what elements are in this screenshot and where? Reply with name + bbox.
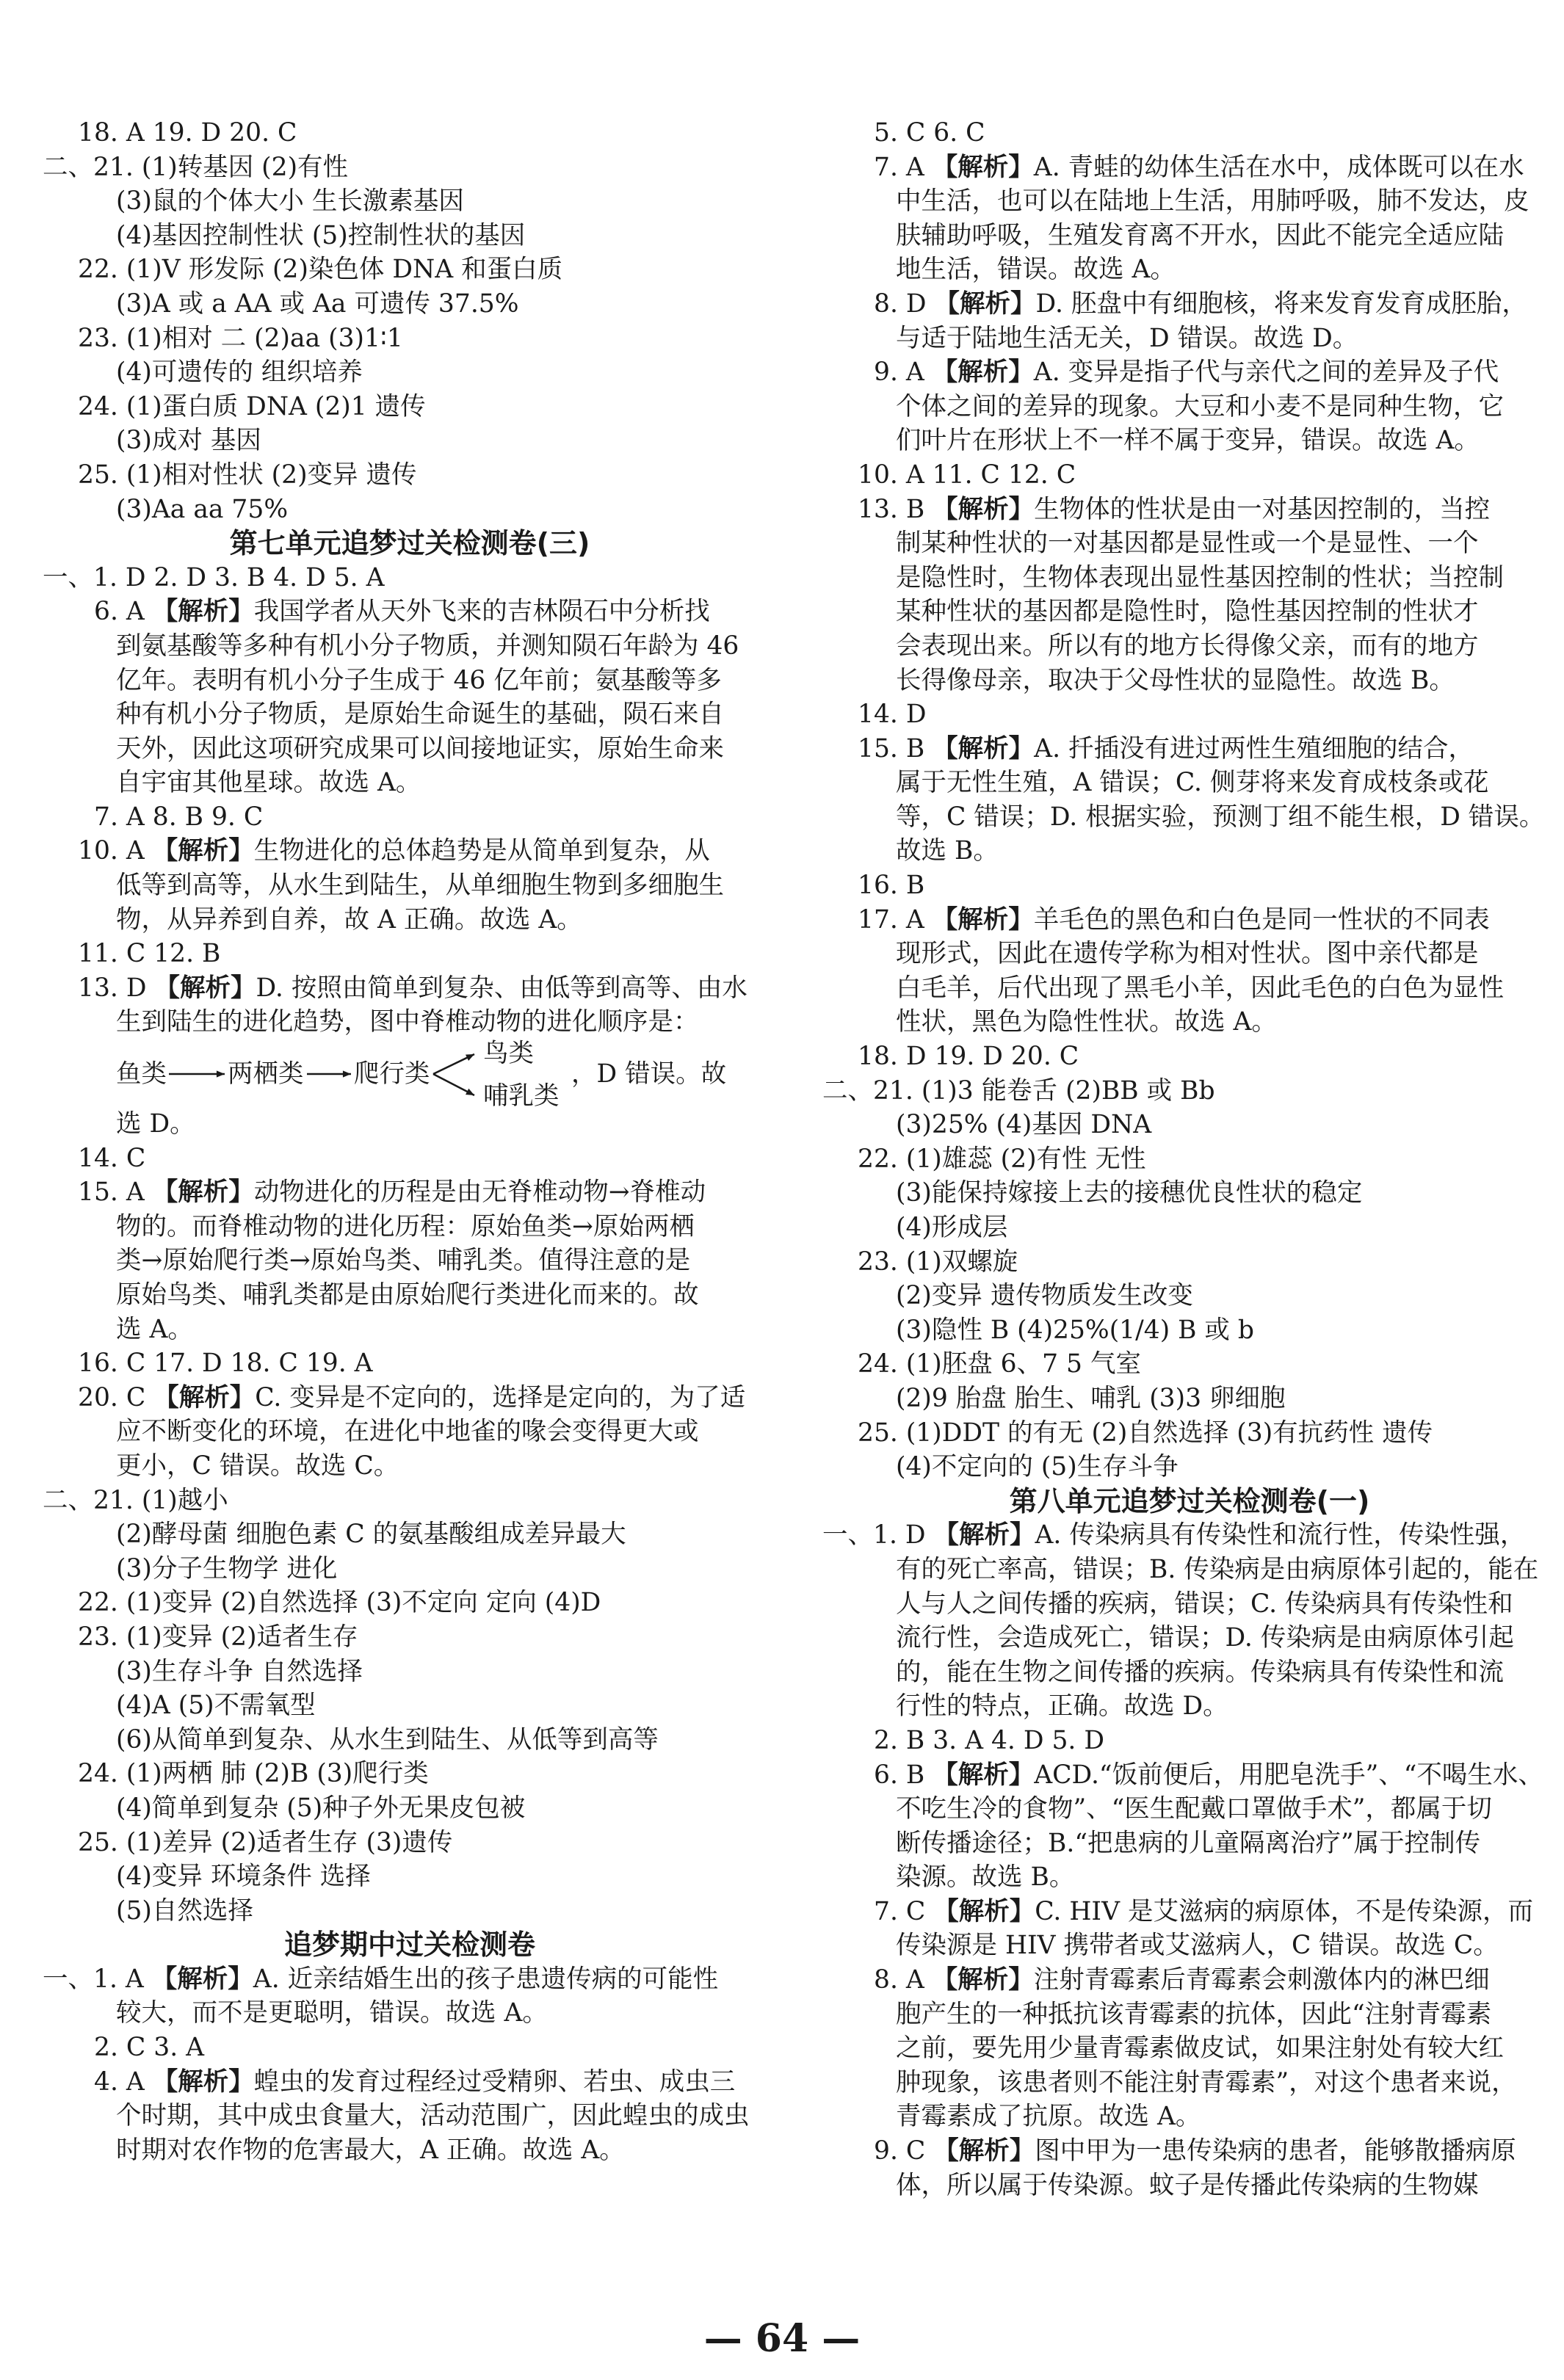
answer-line: 个体之间的差异的现象。大豆和小麦不是同种生物，它: [896, 391, 1504, 421]
analysis-line: [43, 2065, 777, 2100]
node-bird: 鸟类: [483, 1039, 534, 1069]
node-mammal: 哺乳类: [483, 1081, 560, 1111]
question-number: 4. A: [94, 2067, 145, 2097]
answer-line: (3)能保持嫁接上去的接穗优良性状的稳定: [896, 1178, 1363, 1208]
answer-line: (3)A 或 a AA 或 Aa 可遗传 37.5%: [116, 289, 519, 319]
analysis-line: [822, 1518, 1557, 1553]
answer-line: (2)9 胎盘 胎生、哺乳 (3)3 卵细胞: [896, 1383, 1286, 1413]
analysis-text: 生物进化的总体趋势是从简单到复杂，从: [253, 836, 710, 866]
answer-line: 16. B: [858, 871, 925, 901]
answer-line: 时期对农作物的危害最大，A 正确。故选 A。: [116, 2135, 625, 2165]
analysis-tag: 【解析】: [151, 1964, 253, 1994]
analysis-line: [822, 2134, 1557, 2169]
answer-line: 会表现出来。所以有的地方长得像父亲，而有的地方: [896, 631, 1479, 661]
question-number: 20. C: [78, 1382, 146, 1412]
answer-line: 行性的特点，正确。故选 D。: [896, 1691, 1228, 1721]
answer-line: 青霉素成了抗原。故选 A。: [896, 2102, 1201, 2132]
analysis-line: [43, 834, 777, 868]
answer-line: 选 A。: [116, 1314, 193, 1344]
node-reptile: 爬行类: [354, 1059, 430, 1089]
right-column: [822, 116, 1557, 2202]
answer-line: (3)25% (4)基因 DNA: [896, 1110, 1152, 1140]
answer-line: (4)变异 环境条件 选择: [116, 1862, 371, 1892]
analysis-text: A. 近亲结婚生出的孩子患遗传病的可能性: [253, 1964, 719, 1994]
answer-line: (4)基因控制性状 (5)控制性状的基因: [116, 220, 526, 250]
answer-line: 个时期，其中成虫食量大，活动范围广，因此蝗虫的成虫: [116, 2101, 750, 2131]
answer-line: 性状，黑色为隐性性状。故选 A。: [896, 1007, 1277, 1037]
analysis-tag: 【解析】: [932, 1965, 1034, 1995]
answer-line: 现形式，因此在遗传学称为相对性状。图中亲代都是: [896, 939, 1479, 969]
analysis-line: [43, 971, 777, 1006]
answer-line: 一、1. D 2. D 3. B 4. D 5. A: [43, 562, 385, 592]
analysis-line: [822, 493, 1557, 527]
analysis-text: C. HIV 是艾滋病的病原体，不是传染源，而: [1035, 1896, 1533, 1926]
analysis-tag: 【解析】: [933, 1760, 1035, 1790]
analysis-line: [822, 1895, 1557, 1929]
answer-line: 22. (1)雄蕊 (2)有性 无性: [858, 1144, 1146, 1174]
analysis-line: [43, 1381, 777, 1415]
answer-line: 18. A 19. D 20. C: [78, 118, 297, 148]
arrow-amphibian-reptile-head: [343, 1070, 351, 1077]
analysis-line: [822, 150, 1557, 185]
analysis-tag: 【解析】: [933, 2136, 1035, 2166]
answer-line: 染源。故选 B。: [896, 1862, 1075, 1893]
answer-line: 种有机小分子物质，是原始生命诞生的基础，陨石来自: [116, 700, 724, 730]
analysis-text: D. 胚盘中有细胞核，将来发育发育成胚胎，: [1035, 289, 1527, 319]
analysis-tag: 【解析】: [934, 289, 1036, 319]
section-title: 追梦期中过关检测卷: [283, 1929, 535, 1962]
analysis-line: [822, 287, 1557, 322]
answer-line: 16. C 17. D 18. C 19. A: [78, 1349, 373, 1379]
answer-line: 自宇宙其他星球。故选 A。: [116, 768, 421, 798]
analysis-text: 羊毛色的黑色和白色是同一性状的不同表: [1033, 904, 1490, 935]
analysis-tag: 【解析】: [933, 494, 1035, 524]
answer-line: 肤辅助呼吸，生殖发育离不开水，因此不能完全适应陆: [896, 220, 1504, 250]
analysis-text: A. 传染病具有传染性和流行性，传染性强，: [1035, 1520, 1526, 1550]
answer-line: 类→原始爬行类→原始鸟类、哺乳类。值得注意的是: [116, 1246, 691, 1276]
answer-line: 24. (1)胚盘 6、7 5 气室: [858, 1349, 1141, 1379]
question-number: 一、1. D: [822, 1520, 926, 1550]
answer-line: (3)成对 基因: [116, 426, 261, 456]
answer-line: 是隐性时，生物体表现出显性基因控制的性状；当控制: [896, 562, 1504, 592]
answer-line: 地生活，错误。故选 A。: [896, 255, 1176, 285]
question-number: 9. C: [874, 2136, 926, 2166]
analysis-text: 图中甲为一患传染病的患者，能够散播病原: [1035, 2136, 1516, 2166]
answer-line: (3)Aa aa 75%: [116, 494, 289, 524]
answer-line: 断传播途径；B.“把患病的儿童隔离治疗”属于控制传: [896, 1828, 1481, 1858]
answer-line: (4)简单到复杂 (5)种子外无果皮包被: [116, 1793, 526, 1823]
analysis-text: A. 变异是指子代与亲代之间的差异及子代: [1033, 358, 1499, 388]
analysis-text: ACD.“饭前便后，用肥皂洗手”、“不喝生水、: [1034, 1760, 1543, 1790]
answer-line: 不吃生冷的食物”、“医生配戴口罩做手术”，都属于切: [896, 1794, 1492, 1824]
analysis-line: [43, 1175, 777, 1210]
answer-line: 14. C: [78, 1143, 146, 1173]
answer-line: 较大，而不是更聪明，错误。故选 A。: [116, 1998, 548, 2028]
question-number: 15. B: [858, 733, 925, 763]
answer-line: 10. A 11. C 12. C: [858, 460, 1076, 490]
question-number: 7. A: [874, 152, 924, 182]
answer-line: (4)可遗传的 组织培养: [116, 358, 363, 388]
arrow-fish-amphibian-head: [217, 1070, 225, 1077]
diagram-tail-text: ，D 错误。故: [571, 1059, 727, 1089]
analysis-text: A. 青蛙的幼体生活在水中，成体既可以在水: [1033, 152, 1524, 182]
answer-line: 的，能在生物之间传播的疾病。传染病具有传染性和流: [896, 1657, 1504, 1687]
question-number: 13. D: [78, 973, 147, 1003]
answer-line: 中生活，也可以在陆地上生活，用肺呼吸，肺不发达，皮: [896, 186, 1529, 217]
question-number: 13. B: [858, 494, 925, 524]
answer-line: 天外，因此这项研究成果可以间接地证实，原始生命来: [116, 733, 724, 763]
answer-line: 属于无性生殖，A 错误；C. 侧芽将来发育成枝条或花: [896, 768, 1489, 798]
question-number: 8. D: [874, 289, 927, 319]
analysis-text: 注射青霉素后青霉素会刺激体内的淋巴细: [1033, 1965, 1490, 1995]
answer-line: 等，C 错误；D. 根据实验，预测丁组不能生根，D 错误。: [896, 802, 1545, 832]
answer-line: (2)变异 遗传物质发生改变: [896, 1281, 1193, 1311]
node-fish: 鱼类: [116, 1059, 167, 1089]
section-title: 第七单元追梦过关检测卷(三): [229, 527, 590, 560]
answer-line: 人与人之间传播的疾病，错误；C. 传染病具有传染性和: [896, 1589, 1513, 1619]
analysis-text: 生物体的性状是由一对基因控制的，当控: [1034, 494, 1491, 524]
answer-line: 到氨基酸等多种有机小分子物质，并测知陨石年龄为 46: [116, 631, 739, 661]
question-number: 17. A: [858, 904, 924, 935]
answer-line: (5)自然选择: [116, 1895, 253, 1926]
analysis-text: 蝗虫的发育过程经过受精卵、若虫、成虫三: [253, 2067, 736, 2097]
analysis-line: [822, 1963, 1557, 1998]
answer-line: 物，从异养到自养，故 A 正确。故选 A。: [116, 904, 582, 935]
answer-line: 之前，要先用少量青霉素做皮试，如果注射处有较大红: [896, 2033, 1504, 2064]
answer-line: 更小，C 错误。故选 C。: [116, 1451, 399, 1481]
answer-line: 传染源是 HIV 携带者或艾滋病人，C 错误。故选 C。: [896, 1931, 1499, 1961]
answer-line: (3)生存斗争 自然选择: [116, 1656, 363, 1686]
answer-line: (3)隐性 B (4)25%(1/4) B 或 b: [896, 1315, 1254, 1345]
node-amphibian: 两栖类: [228, 1059, 304, 1089]
answer-line: 2. C 3. A: [94, 2033, 205, 2063]
answer-line: 22. (1)V 形发际 (2)染色体 DNA 和蛋白质: [78, 255, 563, 285]
analysis-tag: 【解析】: [152, 597, 254, 627]
answer-line: 物的。而脊椎动物的进化历程：原始鱼类→原始两栖: [116, 1211, 695, 1241]
analysis-tag: 【解析】: [152, 836, 254, 866]
answer-line: (4)形成层: [896, 1213, 1008, 1242]
answer-line: 二、21. (1)转基因 (2)有性: [43, 152, 349, 182]
answer-line: 18. D 19. D 20. C: [858, 1042, 1079, 1072]
page-number: — 64 —: [703, 2316, 861, 2361]
analysis-tag: 【解析】: [152, 1178, 254, 1208]
answer-line: 23. (1)变异 (2)适者生存: [78, 1622, 358, 1652]
answer-line: 二、21. (1)3 能卷舌 (2)BB 或 Bb: [822, 1075, 1215, 1106]
question-number: 6. B: [874, 1760, 925, 1790]
question-number: 15. A: [78, 1178, 145, 1208]
answer-line: 胞产生的一种抵抗该青霉素的抗体，因此“注射青霉素: [896, 1999, 1492, 2029]
analysis-line: [822, 1758, 1557, 1793]
answer-line: 25. (1)DDT 的有无 (2)自然选择 (3)有抗药性 遗传: [858, 1418, 1433, 1448]
answer-line: 23. (1)相对 二 (2)aa (3)1∶1: [78, 323, 403, 353]
analysis-tag: 【解析】: [154, 973, 256, 1003]
analysis-text: A. 扦插没有进过两性生殖细胞的结合，: [1034, 733, 1474, 763]
question-number: 10. A: [78, 836, 145, 866]
answer-line: 制某种性状的一对基因都是显性或一个是显性、一个: [896, 529, 1479, 559]
answer-line: (4)不定向的 (5)生存斗争: [896, 1452, 1179, 1482]
analysis-tag: 【解析】: [153, 1382, 256, 1412]
analysis-line: [43, 1962, 777, 1997]
left-column: [43, 116, 777, 2167]
answer-line: 5. C 6. C: [874, 118, 985, 148]
answer-line: 有的死亡率高，错误；B. 传染病是由病原体引起的，能在: [896, 1554, 1539, 1584]
analysis-tag: 【解析】: [152, 2067, 254, 2097]
answer-line: 23. (1)双螺旋: [858, 1247, 1018, 1277]
answer-line: (2)酵母菌 细胞色素 C 的氨基酸组成差异最大: [116, 1520, 626, 1550]
answer-line: 生到陆生的进化趋势，图中脊椎动物的进化顺序是：: [116, 1007, 699, 1037]
analysis-text: 动物进化的历程是由无脊椎动物→脊椎动: [253, 1178, 706, 1208]
answer-line: 7. A 8. B 9. C: [94, 802, 264, 832]
analysis-text: D. 按照由简单到复杂、由低等到高等、由水: [256, 973, 747, 1003]
answer-line: 低等到高等，从水生到陆生，从单细胞生物到多细胞生: [116, 871, 724, 901]
analysis-tag: 【解析】: [932, 358, 1034, 388]
answer-line: 选 D。: [116, 1109, 195, 1139]
answer-line: 22. (1)变异 (2)自然选择 (3)不定向 定向 (4)D: [78, 1588, 601, 1618]
analysis-tag: 【解析】: [933, 733, 1035, 763]
analysis-tag: 【解析】: [933, 1520, 1035, 1550]
answer-line: 14. D: [858, 700, 927, 730]
answer-line: 们叶片在形状上不一样不属于变异，错误。故选 A。: [896, 426, 1480, 456]
answer-line: 25. (1)相对性状 (2)变异 遗传: [78, 460, 417, 490]
answer-line: 11. C 12. B: [78, 939, 221, 969]
answer-line: (3)分子生物学 进化: [116, 1553, 338, 1583]
answer-line: 某种性状的基因都是隐性时，隐性基因控制的性状才: [896, 597, 1479, 627]
question-number: 7. C: [874, 1896, 926, 1926]
answer-line: 2. B 3. A 4. D 5. D: [874, 1725, 1105, 1755]
answer-line: 白毛羊，后代出现了黑毛小羊，因此毛色的白色为显性: [896, 973, 1504, 1003]
answer-line: 长得像母亲，取决于父母性状的显隐性。故选 B。: [896, 665, 1455, 695]
analysis-text: 我国学者从天外飞来的吉林陨石中分析找: [253, 597, 710, 627]
answer-line: 应不断变化的环境，在进化中地雀的喙会变得更大或: [116, 1417, 699, 1447]
answer-line: 肿现象，该患者则不能注射青霉素”，对这个患者来说，: [896, 2067, 1517, 2097]
analysis-line: [822, 355, 1557, 390]
analysis-line: [822, 732, 1557, 766]
analysis-line: [43, 595, 777, 629]
answer-line: 二、21. (1)越小: [43, 1485, 228, 1515]
answer-line: 故选 B。: [896, 836, 999, 866]
analysis-tag: 【解析】: [933, 1896, 1035, 1926]
question-number: 8. A: [874, 1965, 924, 1995]
question-number: 9. A: [874, 358, 924, 388]
analysis-text: C. 变异是不定向的，选择是定向的，为了适: [255, 1382, 746, 1412]
question-number: 一、1. A: [43, 1964, 144, 1994]
section-title: 第八单元追梦过关检测卷(一): [1009, 1484, 1370, 1517]
answer-line: (3)鼠的个体大小 生长激素基因: [116, 186, 464, 217]
answer-line: (4)A (5)不需氧型: [116, 1691, 316, 1721]
answer-line: 流行性，会造成死亡，错误；D. 传染病是由病原体引起: [896, 1623, 1514, 1653]
answer-line: 与适于陆地生活无关，D 错误。故选 D。: [896, 323, 1358, 353]
evolution-arrows: [43, 1039, 777, 1111]
answer-line: 原始鸟类、哺乳类都是由原始爬行类进化而来的。故: [116, 1280, 699, 1310]
answer-line: 24. (1)两栖 肺 (2)B (3)爬行类: [78, 1759, 429, 1789]
analysis-line: [822, 903, 1557, 937]
analysis-tag: 【解析】: [932, 152, 1034, 182]
answer-line: 24. (1)蛋白质 DNA (2)1 遗传: [78, 391, 426, 421]
answer-line: 25. (1)差异 (2)适者生存 (3)遗传: [78, 1827, 453, 1857]
question-number: 6. A: [94, 597, 145, 627]
evolution-diagram: [43, 1039, 777, 1111]
answer-line: (6)从简单到复杂、从水生到陆生、从低等到高等: [116, 1724, 659, 1755]
analysis-tag: 【解析】: [932, 904, 1034, 935]
answer-line: 体，所以属于传染源。蚊子是传播此传染病的生物媒: [896, 2170, 1479, 2200]
answer-line: 亿年。表明有机小分子生成于 46 亿年前；氨基酸等多: [116, 665, 722, 695]
